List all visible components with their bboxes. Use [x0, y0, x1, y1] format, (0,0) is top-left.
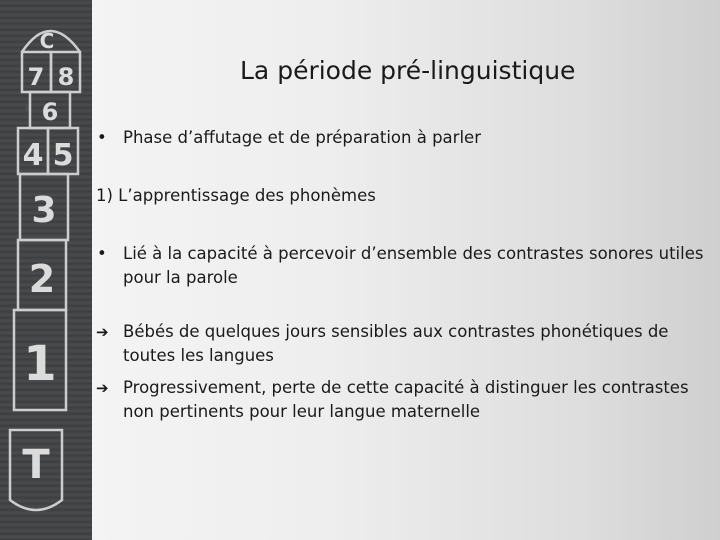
hopscotch-image: [0, 0, 92, 540]
arrow-right-icon: ➔: [96, 323, 109, 341]
hopscotch-number: 6: [41, 98, 59, 126]
hopscotch-number: 5: [52, 138, 74, 173]
section-heading: 1) L’apprentissage des phonèmes: [96, 186, 376, 205]
hopscotch-number: 2: [28, 257, 56, 301]
hopscotch-number: T: [22, 442, 50, 488]
hopscotch-number: 3: [31, 190, 57, 231]
hopscotch-label-sky: C: [39, 29, 55, 53]
arrow-text: Bébés de quelques jours sensibles aux contrastes phonétiques de toutes les langues: [123, 322, 669, 365]
hopscotch-number: 8: [57, 63, 75, 91]
hopscotch-chalk-drawing: [0, 0, 92, 540]
hopscotch-number: 1: [23, 336, 57, 392]
hopscotch-number: 4: [22, 138, 44, 173]
bullet-text: Phase d’affutage et de préparation à parler: [123, 128, 481, 147]
bullet-icon: •: [97, 244, 107, 263]
slide-title: La période pré-linguistique: [240, 56, 576, 85]
bullet-text: Lié à la capacité à percevoir d’ensemble des contrastes sonores utiles pour la parole: [123, 244, 704, 287]
arrow-text: Progressivement, perte de cette capacité à distinguer les contrastes non pertinents pour leur langue maternelle: [123, 378, 689, 421]
arrow-right-icon: ➔: [96, 379, 109, 397]
hopscotch-number: 7: [27, 63, 45, 91]
bullet-icon: •: [97, 128, 107, 147]
